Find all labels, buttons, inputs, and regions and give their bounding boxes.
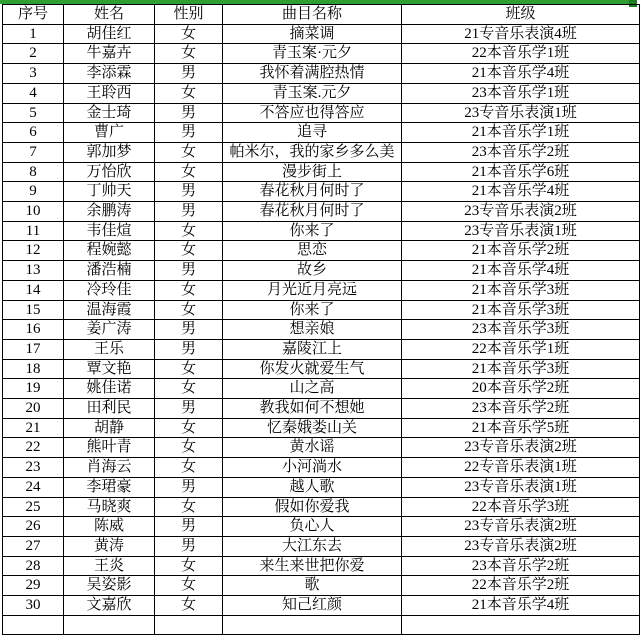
cell-class[interactable]: 22本音乐学1班 — [402, 44, 640, 64]
cell-song[interactable]: 故乡 — [223, 261, 402, 281]
cell-gender[interactable]: 女 — [155, 596, 223, 616]
cell-index[interactable]: 2 — [3, 44, 64, 64]
cell-song[interactable]: 青玉案.元夕 — [223, 83, 402, 103]
table-row — [3, 241, 640, 261]
cell-index[interactable]: 21 — [3, 418, 64, 438]
cell-class[interactable]: 23本音乐学1班 — [402, 83, 640, 103]
cell-index[interactable]: 12 — [3, 241, 64, 261]
cell-name[interactable]: 王乐 — [64, 339, 155, 359]
cell-gender[interactable]: 男 — [155, 399, 223, 419]
cell-index[interactable]: 16 — [3, 320, 64, 340]
cell-name[interactable]: 万怡欣 — [64, 162, 155, 182]
cell-class[interactable]: 21本音乐学4班 — [402, 596, 640, 616]
cell-song[interactable]: 追寻 — [223, 123, 402, 143]
cell-class[interactable]: 23专音乐表演2班 — [402, 438, 640, 458]
cell-song[interactable]: 不答应也得答应 — [223, 103, 402, 123]
cell-class[interactable]: 23专音乐表演2班 — [402, 202, 640, 222]
cell-name[interactable]: 黄涛 — [64, 536, 155, 556]
cell-gender[interactable] — [155, 615, 223, 635]
cell-song[interactable]: 春花秋月何时了 — [223, 202, 402, 222]
table-row — [3, 320, 640, 340]
cell-name[interactable]: 马晓爽 — [64, 497, 155, 517]
cell-name[interactable]: 郭加梦 — [64, 142, 155, 162]
cell-name[interactable]: 曹广 — [64, 123, 155, 143]
cell-name[interactable]: 吴姿影 — [64, 576, 155, 596]
cell-gender[interactable]: 女 — [155, 418, 223, 438]
cell-index[interactable]: 18 — [3, 359, 64, 379]
cell-gender[interactable]: 女 — [155, 162, 223, 182]
cell-class[interactable]: 20本音乐学2班 — [402, 379, 640, 399]
table-row — [3, 379, 640, 399]
cell-song[interactable]: 忆秦娥娄山关 — [223, 418, 402, 438]
table-row — [3, 399, 640, 419]
table-row — [3, 103, 640, 123]
cell-index[interactable]: 4 — [3, 83, 64, 103]
cell-name[interactable]: 韦佳煊 — [64, 221, 155, 241]
cell-class[interactable]: 21本音乐学4班 — [402, 261, 640, 281]
cell-name[interactable]: 金士琦 — [64, 103, 155, 123]
cell-index[interactable]: 11 — [3, 221, 64, 241]
cell-index[interactable]: 17 — [3, 339, 64, 359]
cell-song[interactable]: 小河淌水 — [223, 458, 402, 478]
table-row — [3, 359, 640, 379]
cell-gender[interactable]: 男 — [155, 536, 223, 556]
cell-class[interactable]: 23本音乐学2班 — [402, 142, 640, 162]
column-header-name[interactable]: 姓名 — [64, 5, 155, 25]
cell-song[interactable]: 黄水谣 — [223, 438, 402, 458]
cell-class[interactable]: 21本音乐学1班 — [402, 123, 640, 143]
table-row — [3, 123, 640, 143]
table-row — [3, 182, 640, 202]
table-row — [3, 64, 640, 84]
cell-class[interactable]: 23本音乐学2班 — [402, 556, 640, 576]
cell-gender[interactable]: 男 — [155, 103, 223, 123]
cell-gender[interactable]: 女 — [155, 241, 223, 261]
cell-name[interactable]: 李添霖 — [64, 64, 155, 84]
cell-name[interactable]: 牛嘉卉 — [64, 44, 155, 64]
cell-index[interactable]: 15 — [3, 300, 64, 320]
table-row — [3, 83, 640, 103]
cell-song[interactable]: 歌 — [223, 576, 402, 596]
cell-name[interactable]: 胡静 — [64, 418, 155, 438]
cell-index[interactable]: 5 — [3, 103, 64, 123]
cell-class[interactable]: 23专音乐表演1班 — [402, 477, 640, 497]
cell-song[interactable]: 你来了 — [223, 300, 402, 320]
cell-gender[interactable]: 女 — [155, 24, 223, 44]
cell-index[interactable]: 13 — [3, 261, 64, 281]
cell-gender[interactable]: 男 — [155, 182, 223, 202]
table-row — [3, 261, 640, 281]
cell-name[interactable]: 温海霞 — [64, 300, 155, 320]
cell-song[interactable]: 越人歌 — [223, 477, 402, 497]
table-row — [3, 24, 640, 44]
cell-gender[interactable]: 女 — [155, 576, 223, 596]
cell-class[interactable]: 21本音乐学3班 — [402, 280, 640, 300]
cell-index[interactable]: 14 — [3, 280, 64, 300]
cell-gender[interactable]: 女 — [155, 221, 223, 241]
table-row — [3, 142, 640, 162]
cell-gender[interactable]: 女 — [155, 44, 223, 64]
table-row — [3, 418, 640, 438]
cell-gender[interactable]: 男 — [155, 320, 223, 340]
cell-gender[interactable]: 女 — [155, 458, 223, 478]
cell-name[interactable]: 姜广涛 — [64, 320, 155, 340]
cell-index[interactable]: 1 — [3, 24, 64, 44]
cell-class[interactable]: 21本音乐学3班 — [402, 300, 640, 320]
cell-class[interactable]: 21本音乐学4班 — [402, 182, 640, 202]
cell-index[interactable]: 20 — [3, 399, 64, 419]
cell-class[interactable]: 22本音乐学3班 — [402, 497, 640, 517]
table-row — [3, 576, 640, 596]
cell-name[interactable]: 冷玲佳 — [64, 280, 155, 300]
cell-index[interactable]: 28 — [3, 556, 64, 576]
cell-index[interactable]: 7 — [3, 142, 64, 162]
cell-name[interactable]: 王炎 — [64, 556, 155, 576]
table-body — [3, 24, 640, 635]
cell-class[interactable]: 21本音乐学4班 — [402, 64, 640, 84]
cell-name[interactable]: 肖海云 — [64, 458, 155, 478]
column-header-song[interactable]: 曲目名称 — [223, 5, 402, 25]
cell-gender[interactable]: 男 — [155, 202, 223, 222]
cell-gender[interactable]: 男 — [155, 477, 223, 497]
table-row — [3, 458, 640, 478]
cell-name[interactable]: 潘浩楠 — [64, 261, 155, 281]
cell-song[interactable]: 来生来世把你爱 — [223, 556, 402, 576]
partial-table-row — [3, 615, 640, 635]
cell-gender[interactable]: 男 — [155, 517, 223, 537]
cell-gender[interactable]: 女 — [155, 379, 223, 399]
cell-song[interactable]: 帕米尔，我的家乡多么美 — [223, 142, 402, 162]
cell-class[interactable]: 23专音乐表演2班 — [402, 536, 640, 556]
cell-class[interactable]: 21本音乐学2班 — [402, 241, 640, 261]
table-row — [3, 438, 640, 458]
cell-gender[interactable]: 男 — [155, 339, 223, 359]
cell-class[interactable]: 23本音乐学2班 — [402, 399, 640, 419]
table-row — [3, 221, 640, 241]
cell-gender[interactable]: 男 — [155, 261, 223, 281]
table-row — [3, 202, 640, 222]
table-row — [3, 280, 640, 300]
cell-song[interactable]: 你来了 — [223, 221, 402, 241]
cell-name[interactable] — [64, 615, 155, 635]
cell-gender[interactable]: 女 — [155, 83, 223, 103]
cell-name[interactable]: 文嘉欣 — [64, 596, 155, 616]
column-header-class[interactable]: 班级 — [402, 5, 640, 25]
table-row — [3, 162, 640, 182]
cell-index[interactable]: 24 — [3, 477, 64, 497]
cell-index[interactable]: 19 — [3, 379, 64, 399]
cell-class[interactable] — [402, 615, 640, 635]
cell-song[interactable]: 负心人 — [223, 517, 402, 537]
table-row — [3, 44, 640, 64]
cell-name[interactable]: 熊叶青 — [64, 438, 155, 458]
cell-index[interactable]: 10 — [3, 202, 64, 222]
cell-class[interactable]: 21本音乐学5班 — [402, 418, 640, 438]
table-row — [3, 556, 640, 576]
cell-name[interactable]: 李珺豪 — [64, 477, 155, 497]
table-row — [3, 339, 640, 359]
cell-song[interactable] — [223, 615, 402, 635]
cell-song[interactable]: 我怀着满腔热情 — [223, 64, 402, 84]
cell-song[interactable]: 假如你爱我 — [223, 497, 402, 517]
cell-name[interactable]: 王聆西 — [64, 83, 155, 103]
cell-gender[interactable]: 女 — [155, 300, 223, 320]
cell-index[interactable]: 23 — [3, 458, 64, 478]
table-row — [3, 596, 640, 616]
cell-class[interactable]: 21本音乐学6班 — [402, 162, 640, 182]
cell-index[interactable]: 27 — [3, 536, 64, 556]
cell-class[interactable]: 23专音乐表演2班 — [402, 517, 640, 537]
cell-song[interactable]: 教我如何不想她 — [223, 399, 402, 419]
cell-name[interactable]: 程婉懿 — [64, 241, 155, 261]
table-row — [3, 517, 640, 537]
cell-gender[interactable]: 女 — [155, 497, 223, 517]
cell-gender[interactable]: 男 — [155, 64, 223, 84]
cell-song[interactable]: 春花秋月何时了 — [223, 182, 402, 202]
student-song-table — [2, 4, 640, 635]
cell-name[interactable]: 胡佳红 — [64, 24, 155, 44]
cell-index[interactable]: 8 — [3, 162, 64, 182]
table-row — [3, 497, 640, 517]
cell-name[interactable]: 陈威 — [64, 517, 155, 537]
cell-class[interactable]: 21专音乐表演4班 — [402, 24, 640, 44]
cell-gender[interactable]: 女 — [155, 438, 223, 458]
cell-song[interactable]: 嘉陵江上 — [223, 339, 402, 359]
cell-class[interactable]: 22本音乐学1班 — [402, 339, 640, 359]
cell-class[interactable]: 23专音乐表演1班 — [402, 221, 640, 241]
cell-gender[interactable]: 男 — [155, 123, 223, 143]
cell-class[interactable]: 22本音乐学2班 — [402, 576, 640, 596]
cell-song[interactable]: 大江东去 — [223, 536, 402, 556]
cell-name[interactable]: 田利民 — [64, 399, 155, 419]
cell-name[interactable]: 丁帅天 — [64, 182, 155, 202]
cell-class[interactable]: 23专音乐表演1班 — [402, 103, 640, 123]
cell-gender[interactable]: 女 — [155, 280, 223, 300]
cell-song[interactable]: 漫步街上 — [223, 162, 402, 182]
header-row — [3, 5, 640, 25]
cell-class[interactable]: 23本音乐学3班 — [402, 320, 640, 340]
cell-gender[interactable]: 女 — [155, 142, 223, 162]
column-header-gender[interactable]: 性别 — [155, 5, 223, 25]
column-header-index[interactable]: 序号 — [3, 5, 64, 25]
cell-song[interactable]: 青玉案·元夕 — [223, 44, 402, 64]
cell-index[interactable]: 29 — [3, 576, 64, 596]
cell-index[interactable]: 25 — [3, 497, 64, 517]
cell-name[interactable]: 覃文艳 — [64, 359, 155, 379]
cell-index[interactable]: 6 — [3, 123, 64, 143]
cell-song[interactable]: 山之高 — [223, 379, 402, 399]
cell-name[interactable]: 姚佳诺 — [64, 379, 155, 399]
cell-song[interactable]: 摘菜调 — [223, 24, 402, 44]
cell-index[interactable]: 9 — [3, 182, 64, 202]
table-row — [3, 477, 640, 497]
cell-index[interactable]: 26 — [3, 517, 64, 537]
cell-gender[interactable]: 女 — [155, 359, 223, 379]
cell-index[interactable]: 22 — [3, 438, 64, 458]
cell-song[interactable]: 你发火就爱生气 — [223, 359, 402, 379]
table-row — [3, 300, 640, 320]
cell-gender[interactable]: 女 — [155, 556, 223, 576]
cell-class[interactable]: 21本音乐学3班 — [402, 359, 640, 379]
cell-song[interactable]: 思恋 — [223, 241, 402, 261]
cell-song[interactable]: 想亲娘 — [223, 320, 402, 340]
cell-song[interactable]: 知己红颜 — [223, 596, 402, 616]
cell-song[interactable]: 月光近月亮远 — [223, 280, 402, 300]
table-row — [3, 536, 640, 556]
cell-index[interactable] — [3, 615, 64, 635]
cell-index[interactable]: 30 — [3, 596, 64, 616]
cell-index[interactable]: 3 — [3, 64, 64, 84]
cell-name[interactable]: 余鹏涛 — [64, 202, 155, 222]
cell-class[interactable]: 22专音乐表演1班 — [402, 458, 640, 478]
